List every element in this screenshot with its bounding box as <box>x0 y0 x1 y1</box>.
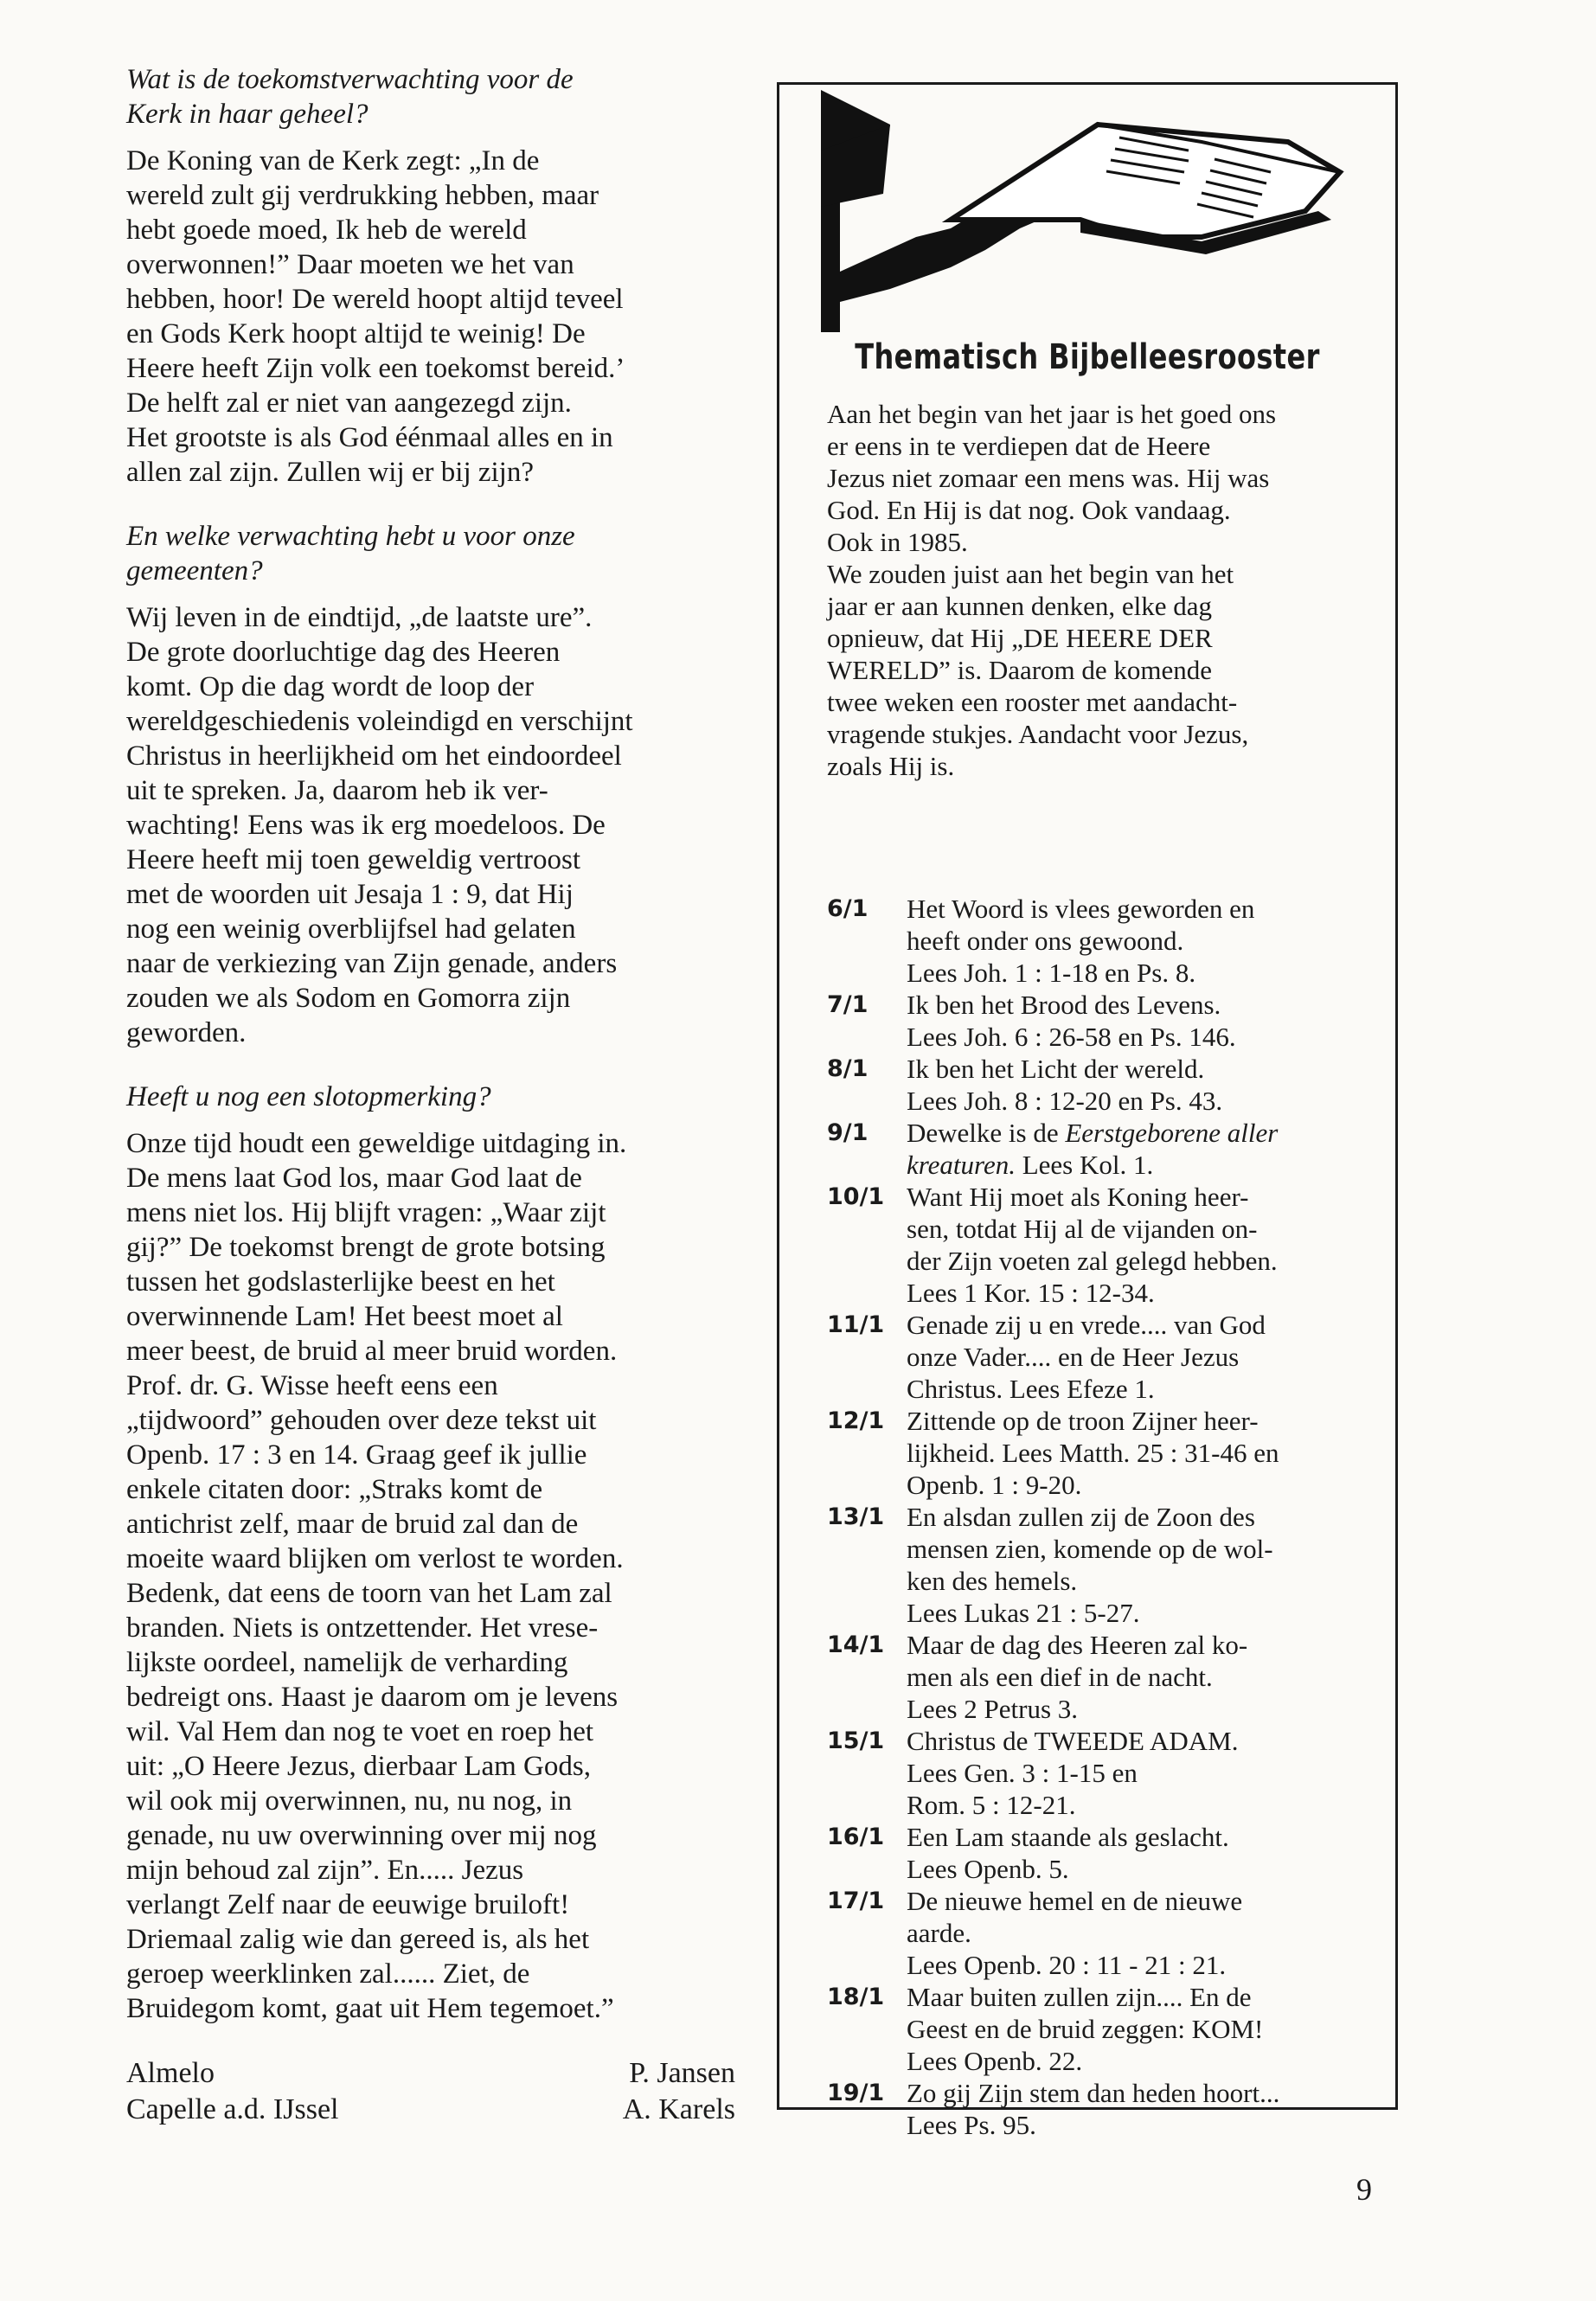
text-line: wil ook mij overwinnen, nu, nu nog, in <box>126 1785 573 1817</box>
text-line: Christus in heerlijkheid om het eindoordeel <box>126 740 622 772</box>
reading-line: Zittende op de troon Zijner heer- <box>907 1406 1259 1436</box>
reading-line: Maar de dag des Heeren zal ko- <box>907 1630 1248 1660</box>
text-line: Prof. dr. G. Wisse heeft eens een <box>126 1370 498 1401</box>
text-line: zouden we als Sodom en Gomorra zijn <box>126 983 571 1014</box>
reading-line: heeft onder ons gewoond. <box>907 926 1184 956</box>
reading-line: Ik ben het Brood des Levens. <box>907 990 1221 1020</box>
text-line: hebben, hoor! De wereld hoopt altijd teveel <box>126 284 624 315</box>
reading-date: 13/1 <box>827 1503 885 1530</box>
interview-column <box>126 62 735 2055</box>
text-line: overwinnende Lam! Het beest moet al <box>126 1301 563 1332</box>
text-line: Ook in 1985. <box>827 527 968 557</box>
reading-entry <box>827 1501 1368 1629</box>
text-line: Jezus niet zomaar een mens was. Hij was <box>827 463 1270 493</box>
reading-entry <box>827 2077 1368 2141</box>
reading-text <box>907 1725 1368 1821</box>
text-line: mijn behoud zal zijn”. En..... Jezus <box>126 1855 524 1886</box>
text-line: overwonnen!” Daar moeten we het van <box>126 249 574 280</box>
text-line: er eens in te verdiepen dat de Heere <box>827 431 1211 461</box>
reading-line: Lees 1 Kor. 15 : 12-34. <box>907 1278 1155 1308</box>
reading-line: Lees Ps. 95. <box>907 2110 1036 2140</box>
reading-line: Lees Joh. 1 : 1-18 en Ps. 8. <box>907 958 1196 988</box>
text-line: met de woorden uit Jesaja 1 : 9, dat Hij <box>126 879 574 910</box>
text-line: geworden. <box>126 1017 247 1048</box>
section-congregations <box>126 519 735 1050</box>
intro-paragraph-1 <box>827 398 1363 558</box>
box-title: Thematisch Bijbelleesrooster <box>855 337 1320 377</box>
reading-line: Ik ben het Licht der wereld. <box>907 1054 1205 1084</box>
text-line: en Gods Kerk hoopt altijd te weinig! De <box>126 318 586 349</box>
reading-date: 17/1 <box>827 1888 885 1914</box>
reading-line: Lees Joh. 8 : 12-20 en Ps. 43. <box>907 1086 1223 1116</box>
reading-line: Zo gij Zijn stem dan heden hoort... <box>907 2078 1280 2108</box>
reading-text <box>907 893 1368 989</box>
reading-text <box>907 1981 1368 2077</box>
reading-line: sen, totdat Hij al de vijanden on- <box>907 1214 1258 1244</box>
reading-entry <box>827 1629 1368 1725</box>
reading-text <box>907 1885 1368 1981</box>
reading-entry <box>827 1821 1368 1885</box>
text-line: naar de verkiezing van Zijn genade, anders <box>126 948 618 979</box>
text-line: De Koning van de Kerk zegt: „In de <box>126 145 540 176</box>
reading-entry <box>827 1405 1368 1501</box>
reading-date: 9/1 <box>827 1119 869 1146</box>
text-line: Openb. 17 : 3 en 14. Graag geef ik jullie <box>126 1439 587 1471</box>
text-line: moeite waard blijken om verlost te worden. <box>126 1543 624 1574</box>
reading-line: Dewelke is de Eerstgeborene aller <box>907 1118 1279 1148</box>
text-line: branden. Niets is ontzettender. Het vrese- <box>126 1612 599 1644</box>
text-line: De mens laat God los, maar God laat de <box>126 1163 582 1194</box>
reading-line: onze Vader.... en de Heer Jezus <box>907 1342 1240 1372</box>
reading-date: 14/1 <box>827 1631 885 1658</box>
reading-entry <box>827 1725 1368 1821</box>
reading-line: lijkheid. Lees Matth. 25 : 31-46 en <box>907 1438 1279 1468</box>
reading-line: Lees Openb. 20 : 11 - 21 : 21. <box>907 1950 1227 1980</box>
reading-line: ken des hemels. <box>907 1566 1078 1596</box>
text-line: opnieuw, dat Hij „DE HEERE DER <box>827 623 1213 653</box>
reading-line: mensen zien, komende op de wol- <box>907 1534 1273 1564</box>
reading-line: Geest en de bruid zeggen: KOM! <box>907 2014 1264 2044</box>
text-line: uit: „O Heere Jezus, dierbaar Lam Gods, <box>126 1751 591 1782</box>
question-2: En welke verwachting hebt u voor onze gemeenten? <box>126 521 575 586</box>
text-line: gij?” De toekomst brengt de grote botsing <box>126 1232 606 1263</box>
text-line: jaar er aan kunnen denken, elke dag <box>827 591 1212 621</box>
reading-date: 10/1 <box>827 1183 885 1210</box>
reading-line: Lees Openb. 5. <box>907 1854 1069 1884</box>
text-line: zoals Hij is. <box>827 751 955 781</box>
text-line: nog een weinig overblijfsel had gelaten <box>126 913 576 945</box>
reading-date: 15/1 <box>827 1727 885 1754</box>
text-line: twee weken een rooster met aandacht- <box>827 687 1238 717</box>
signature-name-1: P. Jansen <box>629 2057 735 2089</box>
reading-text <box>907 1053 1368 1117</box>
reading-text <box>907 989 1368 1053</box>
reading-entry <box>827 1309 1368 1405</box>
reading-entry <box>827 1885 1368 1981</box>
text-line: Bedenk, dat eens de toorn van het Lam zal <box>126 1578 612 1609</box>
reading-line: Maar buiten zullen zijn.... En de <box>907 1982 1252 2012</box>
reading-date: 12/1 <box>827 1407 885 1434</box>
text-line: Onze tijd houdt een geweldige uitdaging in. <box>126 1128 627 1159</box>
text-line: enkele citaten door: „Straks komt de <box>126 1474 543 1505</box>
reading-line: Christus. Lees Efeze 1. <box>907 1374 1155 1404</box>
signature-place-1: Almelo <box>126 2057 215 2089</box>
reading-date: 16/1 <box>827 1823 885 1850</box>
answer-2 <box>126 600 735 1050</box>
text-line: verlangt Zelf naar de eeuwige bruiloft! <box>126 1889 570 1920</box>
reading-text <box>907 1629 1368 1725</box>
text-line: uit te spreken. Ja, daarom heb ik ver- <box>126 775 548 806</box>
signatures <box>126 2055 735 2128</box>
text-line: allen zal zijn. Zullen wij er bij zijn? <box>126 457 534 488</box>
text-line: Bruidegom komt, gaat uit Hem tegemoet.” <box>126 1993 614 2024</box>
text-line: geroep weerklinken zal...... Ziet, de <box>126 1958 530 1990</box>
answer-3 <box>126 1126 735 2026</box>
text-line: tussen het godslasterlijke beest en het <box>126 1266 555 1298</box>
text-line: genade, nu uw overwinning over mij nog <box>126 1820 597 1851</box>
reading-line: Christus de TWEEDE ADAM. <box>907 1726 1239 1756</box>
answer-1 <box>126 144 735 490</box>
reading-line: Lees Gen. 3 : 1-15 en <box>907 1758 1138 1788</box>
text-line: Het grootste is als God éénmaal alles en in <box>126 422 613 453</box>
text-line: Driemaal zalig wie dan gereed is, als het <box>126 1924 590 1955</box>
reading-entry <box>827 1053 1368 1117</box>
reading-line: der Zijn voeten zal gelegd hebben. <box>907 1246 1278 1276</box>
text-line: hebt goede moed, Ik heb de wereld <box>126 215 527 246</box>
reading-schedule <box>827 893 1368 2141</box>
text-line: vragende stukjes. Aandacht voor Jezus, <box>827 719 1249 749</box>
text-line: antichrist zelf, maar de bruid zal dan de <box>126 1509 579 1540</box>
reading-line: En alsdan zullen zij de Zoon des <box>907 1502 1255 1532</box>
reading-date: 8/1 <box>827 1055 869 1082</box>
intro-paragraph-2 <box>827 558 1363 782</box>
text-line: bedreigt ons. Haast je daarom om je levens <box>126 1682 619 1713</box>
reading-text <box>907 1821 1368 1885</box>
question-3: Heeft u nog een slotopmerking? <box>126 1081 491 1112</box>
text-line: wereld zult gij verdrukking hebben, maar <box>126 180 599 211</box>
reading-date: 11/1 <box>827 1311 885 1338</box>
question-1: Wat is de toekomstverwachting voor de Kerk in haar geheel? <box>126 64 574 130</box>
reading-line: De nieuwe hemel en de nieuwe <box>907 1886 1243 1916</box>
reading-text <box>907 1181 1368 1309</box>
reading-line: Het Woord is vlees geworden en <box>907 894 1255 924</box>
text-line: Heere heeft Zijn volk een toekomst bereid.’ <box>126 353 625 384</box>
text-line: De grote doorluchtige dag des Heeren <box>126 637 561 668</box>
reading-entry <box>827 1981 1368 2077</box>
open-bible-hand-illustration <box>821 90 1357 332</box>
text-line: WERELD” is. Daarom de komende <box>827 655 1213 685</box>
reading-line: Openb. 1 : 9-20. <box>907 1470 1082 1500</box>
text-line: God. En Hij is dat nog. Ook vandaag. <box>827 495 1231 525</box>
text-line: We zouden juist aan het begin van het <box>827 559 1234 589</box>
reading-line: kreaturen. Lees Kol. 1. <box>907 1150 1154 1180</box>
text-line: Wij leven in de eindtijd, „de laatste ure”. <box>126 602 593 633</box>
reading-line: Lees Openb. 22. <box>907 2046 1083 2076</box>
reading-entry <box>827 989 1368 1053</box>
signature-name-2: A. Karels <box>622 2093 735 2125</box>
text-line: wereldgeschiedenis voleindigd en verschijnt <box>126 706 633 737</box>
reading-text <box>907 1405 1368 1501</box>
reading-line: Lees 2 Petrus 3. <box>907 1694 1079 1724</box>
page-number: 9 <box>1356 2172 1372 2207</box>
section-closing-remark <box>126 1080 735 2026</box>
reading-line: aarde. <box>907 1918 971 1948</box>
reading-line: Lees Lukas 21 : 5-27. <box>907 1598 1140 1628</box>
reading-entry <box>827 1181 1368 1309</box>
reading-date: 18/1 <box>827 1984 885 2010</box>
bible-reading-box <box>777 82 1398 2140</box>
text-line: „tijdwoord” gehouden over deze tekst uit <box>126 1405 597 1436</box>
signature-place-2: Capelle a.d. IJssel <box>126 2093 339 2125</box>
reading-date: 6/1 <box>827 895 869 922</box>
text-line: mens niet los. Hij blijft vragen: „Waar zijt <box>126 1197 606 1228</box>
reading-text <box>907 2077 1368 2141</box>
reading-line: Lees Joh. 6 : 26-58 en Ps. 146. <box>907 1022 1236 1052</box>
reading-entry <box>827 1117 1368 1181</box>
reading-line: Genade zij u en vrede.... van God <box>907 1310 1266 1340</box>
reading-line: Want Hij moet als Koning heer- <box>907 1182 1249 1212</box>
reading-line: men als een dief in de nacht. <box>907 1662 1213 1692</box>
reading-date: 19/1 <box>827 2080 885 2106</box>
text-line: meer beest, de bruid al meer bruid worden. <box>126 1336 618 1367</box>
text-line: wachting! Eens was ik erg moedeloos. De <box>126 810 606 841</box>
reading-text <box>907 1117 1368 1181</box>
text-line: lijkste oordeel, namelijk de verharding <box>126 1647 568 1678</box>
reading-line: Een Lam staande als geslacht. <box>907 1822 1229 1852</box>
reading-entry <box>827 893 1368 989</box>
text-line: wil. Val Hem dan nog te voet en roep het <box>126 1716 594 1747</box>
reading-text <box>907 1309 1368 1405</box>
reading-text <box>907 1501 1368 1629</box>
section-future-church <box>126 62 735 490</box>
reading-date: 7/1 <box>827 991 869 1018</box>
box-intro <box>827 398 1363 782</box>
text-line: Heere heeft mij toen geweldig vertroost <box>126 844 581 875</box>
reading-line: Rom. 5 : 12-21. <box>907 1790 1076 1820</box>
text-line: De helft zal er niet van aangezegd zijn. <box>126 388 572 419</box>
text-line: Aan het begin van het jaar is het goed ons <box>827 399 1277 429</box>
text-line: komt. Op die dag wordt de loop der <box>126 671 535 702</box>
